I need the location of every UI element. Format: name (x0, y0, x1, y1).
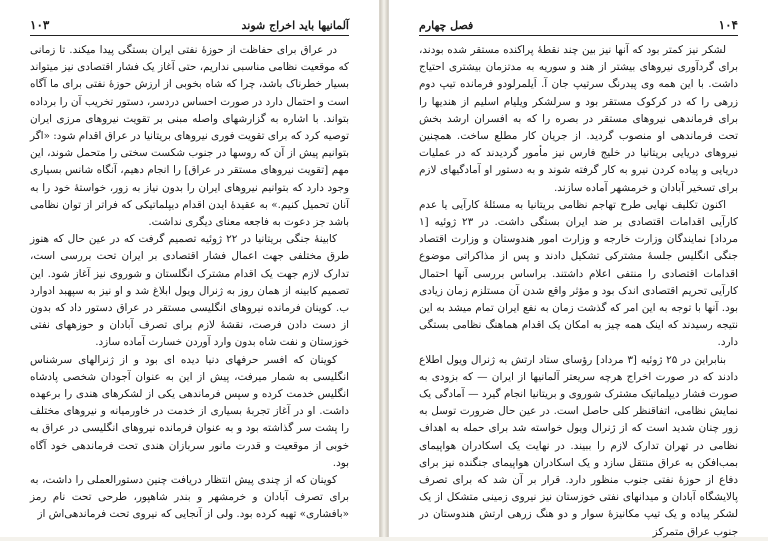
paragraph: لشکر نیز کمتر بود که آنها نیز بین چند نقطهٔ پراکنده مستقر شده بودند، برای گردآوری نیروهای بیشتر از هند و سوریه به مدتزمان بیشتری احتیاج داشت. با این همه وی پیدرنگ سرتیپ جان آ. اَیلمرلودو فرمانده تیپ دوم زرهی را که در کرکوک مستقر بود و سرلشکر ویلیام اسلیم از هندیها را برای فرماندهی نیروهای مستقر در بصره را که به افسران ارشد بخش تحت فرماندهی او منصوب گردید. از جریان کار مطلع ساخت. همچنین نیروهای دریایی بریتانیا در خلیج فارس نیز مأمور گردیدند که در عملیات دریایی و پیاده کردن نیرو به کار گرفته شوند و به دستور او آمادگیهای لازم برای تسخیر آبادان و خرمشهر آماده سازند. (419, 44, 738, 194)
right-page-header (419, 10, 738, 36)
right-page-body (419, 42, 738, 538)
left-page (0, 0, 380, 537)
page-number: ۱۰۳ (30, 18, 50, 32)
book-gutter (380, 0, 388, 537)
paragraph: کوینان که افسر حرفهای دنیا دیده ای بود و از ژنرالهای سرشناس انگلیسی به شمار میرفت، پیش از این به عنوان آجودان شخصی پادشاه انگلیس خدمت کرده و سپس فرماندهی یکی از لشکرهای هندی را برعهده داشت. او در آغاز تجربهٔ بسیاری از خدمت در خاورمیانه و نیروهای مختلف را پشت سر گذاشته بود و به عنوان فرمانده نیروهای انگلیسی در عراق به خوبی از موقعیت و قدرت مانور سربازان هندی تحت فرماندهی خود آگاه بود. (30, 353, 349, 469)
running-head: آلمانیها باید اخراج شوند (241, 19, 349, 32)
paragraph: بنابراین در ۲۵ ژوئیه [۳ مرداد] رؤسای ستاد ارتش به ژنرال ویول اطلاع دادند که در صورت اخراج هرچه سریعتر آلمانیها از ایران — که بزودی به صورت فشار دیپلماتیک مشترک شوروی و بریتانیا انجام گیرد — آمادگی یک نمایش نظامی، اتفاقنظر کلی حاصل است. در عین حال ضرورت توسل به زور چنان شدید است که از ژنرال ویول خواسته شد برای حمله به اهداف نظامی در تهران تدارک لازم را ببیند. در نهایت یک اسکادران هواپیمای بمب‌افکن به عراق منتقل سازد و یک اسکادران هواپیمای جنگنده نیز برای دفاع از حوزهٔ نفتی جنوب منظور دارد. قرار بر آن شد که برای تصرف پالایشگاه آبادان و میدانهای نفتی خوزستان نیز نیروی زمینی متشکل از یک لشکر پیاده و یک تیپ مکانیزهٔ سوار و دو هنگ زرهی ارتش هندوستان در جنوب عراق متمرکز (419, 353, 738, 538)
left-page-header (30, 10, 349, 36)
paragraph: کابینهٔ جنگی بریتانیا در ۲۲ ژوئیه تصمیم گرفت که در عین حال که هنوز طرق مختلفی جهت اعمال فشار اقتصادی بر ایران تحت بررسی است، تدارک لازم جهت یک اقدام مشترک انگلستان و شوروی نیز آغاز شود. این تصمیم کابینه از همان روز به ژنرال ویول ابلاغ شد و او نیز به سپهبد ادوارد ب. کوینان فرمانده نیروهای انگلیسی مستقر در عراق دستور داد که بدون از دست دادن فرصت، نقشهٔ لازم برای تصرف آبادان و حوزههای نفتی خوزستان و نفت شاه بدون وارد آوردن خسارت آماده سازد. (30, 233, 349, 349)
paragraph: کوینان که از چندی پیش انتظار دریافت چنین دستورالعملی را داشت، به برای تصرف آبادان و خرمشهر و بندر شاهپور، طرحی تحت نام رمز «بافشاری» تهیه کرده بود. ولی از آنجایی که نیروی تحت فرماندهی‌اش از (30, 474, 349, 521)
left-page-body (30, 42, 349, 531)
page-number: ۱۰۴ (718, 18, 738, 32)
right-page (388, 0, 768, 537)
paragraph: اکنون تکلیف نهایی طرح تهاجم نظامی بریتانیا به مسئلهٔ کارآیی یا عدم کارآیی اقدامات اقتصادی بر ضد ایران بستگی داشت. در ۲۳ ژوئیه [۱ مرداد] نمایندگان وزارت خارجه و وزارت امور هندوستان و وزارت اقتصاد جنگی انگلیس جلسهٔ مشترکی تشکیل دادند و پس از مذاکراتی موضوع اقدامات اقتصادی را منتفی اعلام داشتند. براساس بررسی آنها احتمال کارآیی تحریم اقتصادی اندک بود و مؤثر واقع شدن آن مستلزم زمان زیادی بود. آنها با توجه به این امر که گذشت زمان به نفع ایران تمام میشد به این نتیجه رسیدند که اینک همه چیز به امکان یک اقدام هماهنگ نظامی بستگی دارد. (419, 198, 738, 349)
paragraph: در عراق برای حفاظت از حوزهٔ نفتی ایران بستگی پیدا میکند. تا زمانی که موقعیت نظامی مناسبی نداریم، حتی آغاز یک فشار اقتصادی نیز میتواند بسیار خطرناک باشد، چرا که شاه بخوبی از ارزش حوزهٔ نفتی برای ما آگاه است و احتمال دارد در صورت احساس دردسر، دستور تخریب آن را برداده بتواند. با اشاره به گزارشهای واصله مبنی بر تقویت نیروهای مرزی ایران توصیه کرد که برای تقویت فوری نیروهای بریتانیا در عراق اقدام شود: «اگر بتوانیم پیش از آن که روسها در جنوب شکست سختی را متحمل شوند، این مهم [تقویت نیروهای مستقر در عراق] را انجام دهیم، آنگاه شانس بسیاری وجود دارد که بتوانیم نیروهای ایران را بدون نیاز به زور، خواستهٔ خود را به آنان تحمیل کنیم.» به عقیدهٔ ایدن اقدام دیپلماتیکی که فراتر از توان نظامی باشد جز دعوت به فاجعه معنای دیگری نداشت. (30, 44, 349, 229)
running-head: فصل چهارم (419, 19, 474, 32)
